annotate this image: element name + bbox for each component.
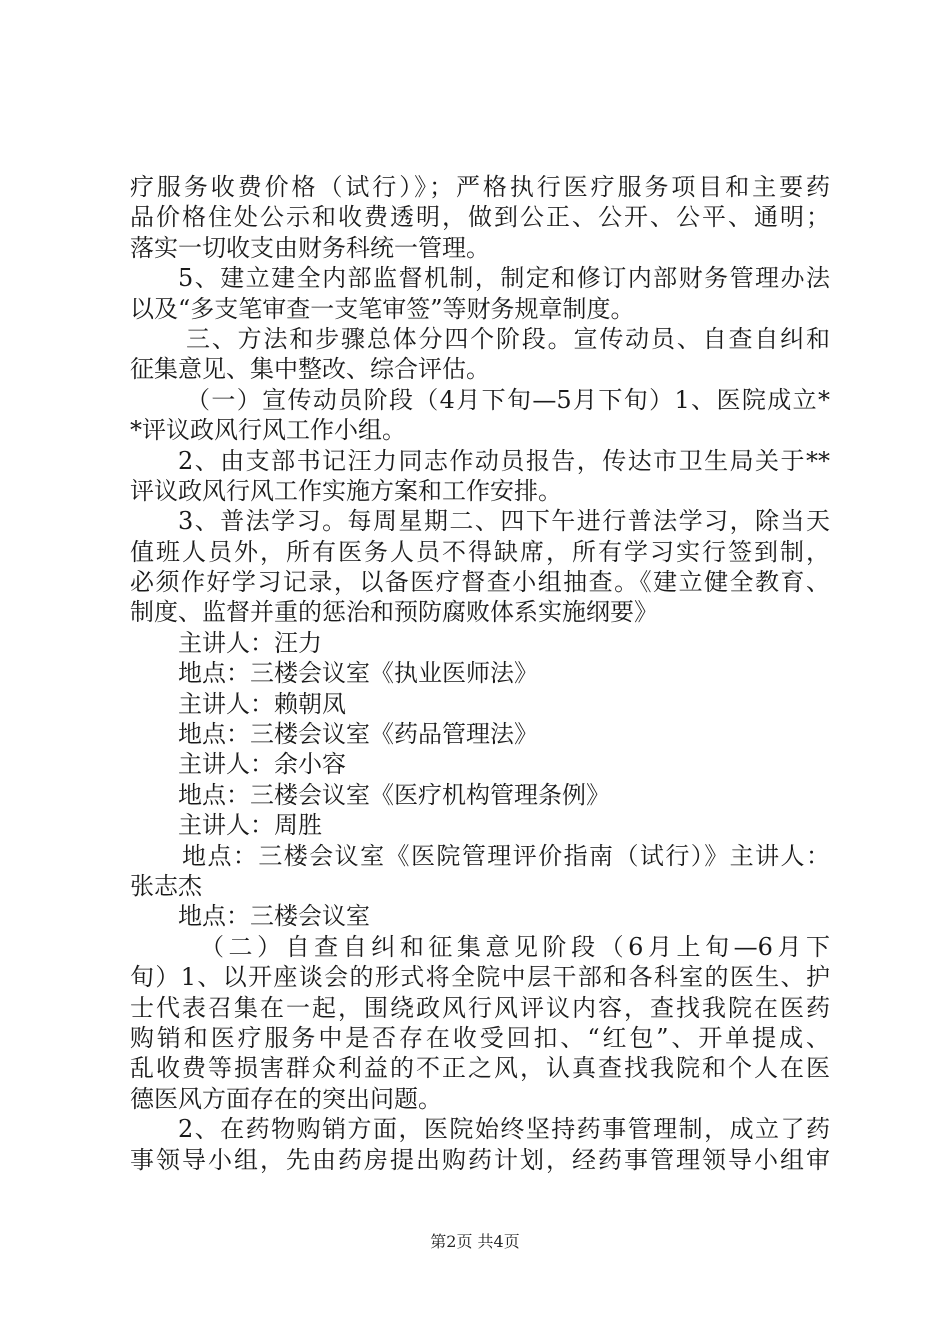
text-line: 以及“多支笔审查一支笔审签”等财务规章制度。 <box>130 294 635 323</box>
text-line: 事领导小组，先由药房提出购药计划，经药事管理领导小组审 <box>130 1145 830 1174</box>
text-line: 地点：三楼会议室《医疗机构管理条例》 <box>178 780 610 809</box>
text-line: 必须作好学习记录，以备医疗督查小组抽查。《建立健全教育、 <box>130 568 830 597</box>
text-line: 主讲人：赖朝凤 <box>178 689 346 718</box>
text-line: 德医风方面存在的突出问题。 <box>130 1084 442 1113</box>
text-line: 主讲人：余小容 <box>178 750 346 779</box>
text-line: 购销和医疗服务中是否存在收受回扣、“红包”、开单提成、 <box>130 1023 830 1052</box>
text-line: 3、普法学习。每周星期二、四下午进行普法学习，除当天 <box>178 507 830 536</box>
text-line: 地点：三楼会议室《医院管理评价指南（试行）》主讲人： <box>182 841 830 870</box>
text-line: 地点：三楼会议室 <box>178 902 370 931</box>
document-body <box>130 172 830 1175</box>
text-line: 旬）1、以开座谈会的形式将全院中层干部和各科室的医生、护 <box>130 963 830 992</box>
text-line: （二）自查自纠和征集意见阶段（6月上旬—6月下 <box>200 932 830 961</box>
page-footer <box>0 1232 950 1252</box>
text-line: 主讲人：周胜 <box>178 811 322 840</box>
page-number: 第2页 共4页 <box>430 1232 520 1251</box>
text-line: 张志杰 <box>130 871 202 900</box>
text-line: 落实一切收支由财务科统一管理。 <box>130 233 490 262</box>
text-line: 地点：三楼会议室《执业医师法》 <box>178 659 538 688</box>
text-line: 2、由支部书记汪力同志作动员报告，传达市卫生局关于** <box>178 446 830 475</box>
text-line: 值班人员外，所有医务人员不得缺席，所有学习实行签到制， <box>130 537 830 566</box>
text-line: 三、方法和步骤总体分四个阶段。宣传动员、自查自纠和 <box>186 324 830 353</box>
text-line: 地点：三楼会议室《药品管理法》 <box>178 720 538 749</box>
text-line: 士代表召集在一起，围绕政风行风评议内容，查找我院在医药 <box>130 993 830 1022</box>
text-line: 主讲人：汪力 <box>178 628 322 657</box>
text-line: 征集意见、集中整改、综合评估。 <box>130 355 490 384</box>
text-line: （一）宣传动员阶段（4月下旬—5月下旬）1、医院成立* <box>186 385 830 414</box>
text-line: 2、在药物购销方面，医院始终坚持药事管理制，成立了药 <box>178 1115 830 1144</box>
text-line: 评议政风行风工作实施方案和工作安排。 <box>130 476 562 505</box>
text-line: 疗服务收费价格（试行）》；严格执行医疗服务项目和主要药 <box>130 173 830 201</box>
text-line: 品价格住处公示和收费透明，做到公正、公开、公平、通明； <box>130 203 830 232</box>
text-line: *评议政风行风工作小组。 <box>130 416 406 445</box>
text-line: 乱收费等损害群众利益的不正之风，认真查找我院和个人在医 <box>130 1054 830 1083</box>
text-line: 制度、监督并重的惩治和预防腐败体系实施纲要》 <box>130 598 658 627</box>
text-line: 5、建立建全内部监督机制，制定和修订内部财务管理办法 <box>178 264 830 293</box>
